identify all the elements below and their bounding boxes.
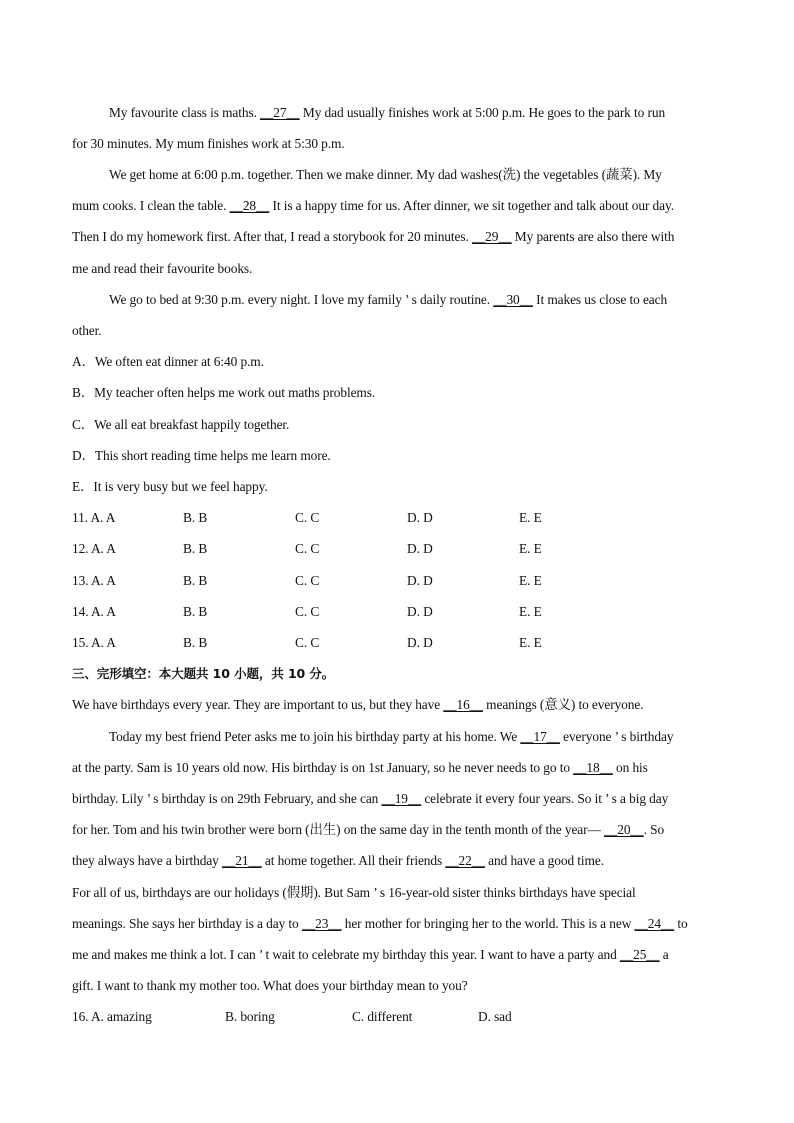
answer-option-row bbox=[72, 510, 712, 526]
cloze-line bbox=[72, 885, 636, 901]
passage-line bbox=[72, 354, 264, 370]
text-run: me and read their favourite books. bbox=[72, 261, 253, 276]
answer-option: 14. A. A bbox=[72, 604, 116, 619]
passage-line bbox=[72, 479, 268, 495]
text-run: We have birthdays every year. They are important to us, but they have bbox=[72, 697, 444, 712]
cloze-line bbox=[72, 760, 648, 776]
answer-option: D. D bbox=[407, 510, 433, 525]
answer-blank: __19__ bbox=[381, 791, 422, 806]
answer-option: E. E bbox=[519, 635, 542, 650]
text-run: meanings. She says her birthday is a day to bbox=[72, 916, 302, 931]
answer-option-row bbox=[72, 635, 712, 651]
answer-option: B. B bbox=[183, 604, 208, 619]
text-run: me and makes me think a lot. I can ’ t wait to celebrate my birthday this year. I want to have a party and bbox=[72, 947, 620, 962]
text-run: For all of us, birthdays are our holidays (假期). But Sam ’ s 16-year-old sister thinks birthdays have special bbox=[72, 885, 636, 900]
answer-option: C. C bbox=[295, 541, 320, 556]
text-run: they always have a birthday bbox=[72, 853, 223, 868]
answer-option: 11. A. A bbox=[72, 510, 116, 525]
text-run: C．We all eat breakfast happily together. bbox=[72, 417, 290, 432]
passage-line bbox=[72, 198, 674, 214]
cloze-line bbox=[72, 697, 643, 713]
answer-option: 15. A. A bbox=[72, 635, 116, 650]
text-run: everyone ’ s birthday bbox=[559, 729, 674, 744]
answer-blank: __28__ bbox=[229, 198, 270, 213]
answer-option-row bbox=[72, 604, 712, 620]
answer-option: B. B bbox=[183, 635, 208, 650]
answer-option: E. E bbox=[519, 604, 542, 619]
answer-option-row bbox=[72, 541, 712, 557]
text-run: Today my best friend Peter asks me to join his birthday party at his home. We bbox=[109, 729, 521, 744]
answer-blank: __23__ bbox=[301, 916, 342, 931]
cloze-line bbox=[72, 853, 604, 869]
text-run: E．It is very busy but we feel happy. bbox=[72, 479, 268, 494]
cloze-line bbox=[72, 822, 664, 838]
answer-option: 13. A. A bbox=[72, 573, 116, 588]
text-run: It is a happy time for us. After dinner, we sit together and talk about our day. bbox=[269, 198, 674, 213]
text-run: meanings (意义) to everyone. bbox=[482, 697, 644, 712]
answer-option: D. sad bbox=[478, 1009, 512, 1024]
answer-option: B. B bbox=[183, 573, 208, 588]
answer-option: C. different bbox=[352, 1009, 413, 1024]
answer-blank: __24__ bbox=[634, 916, 675, 931]
text-run: birthday. Lily ’ s birthday is on 29th February, and she can bbox=[72, 791, 382, 806]
text-run: at home together. All their friends bbox=[261, 853, 446, 868]
question-16-options bbox=[72, 1009, 672, 1025]
answer-blank: __25__ bbox=[619, 947, 660, 962]
text-run: My dad usually finishes work at 5:00 p.m. He goes to the park to run bbox=[299, 105, 666, 120]
answer-option: E. E bbox=[519, 573, 542, 588]
text-run: We get home at 6:00 p.m. together. Then we make dinner. My dad washes(洗) the vegetables (蔬菜). My bbox=[109, 167, 662, 182]
answer-option: C. C bbox=[295, 510, 320, 525]
cloze-line bbox=[72, 947, 669, 963]
text-run: D．This short reading time helps me learn more. bbox=[72, 448, 331, 463]
text-run: gift. I want to thank my mother too. What does your birthday mean to you? bbox=[72, 978, 468, 993]
answer-option-row bbox=[72, 573, 712, 589]
text-run: . So bbox=[643, 822, 665, 837]
text-run: for her. Tom and his twin brother were born (出生) on the same day in the tenth month of the year— bbox=[72, 822, 605, 837]
answer-blank: __20__ bbox=[604, 822, 644, 837]
section-heading: 三、完形填空：本大题共 10 小题，共 10 分。 bbox=[72, 666, 335, 681]
text-run: her mother for bringing her to the world. This is a new bbox=[341, 916, 635, 931]
answer-blank: __17__ bbox=[520, 729, 560, 744]
cloze-line bbox=[72, 978, 468, 994]
passage-line bbox=[72, 136, 345, 152]
answer-option: D. D bbox=[407, 541, 433, 556]
answer-option: E. E bbox=[519, 510, 542, 525]
passage-line bbox=[109, 167, 662, 183]
answer-option: 16. A. amazing bbox=[72, 1009, 152, 1024]
answer-option: 12. A. A bbox=[72, 541, 116, 556]
answer-option: C. C bbox=[295, 604, 320, 619]
passage-line bbox=[72, 323, 102, 339]
answer-blank: __16__ bbox=[443, 697, 483, 712]
cloze-line bbox=[72, 791, 668, 807]
text-run: My parents are also there with bbox=[511, 229, 675, 244]
answer-option: C. C bbox=[295, 635, 320, 650]
text-run: on his bbox=[612, 760, 648, 775]
answer-option: D. D bbox=[407, 573, 433, 588]
text-run: other. bbox=[72, 323, 102, 338]
answer-blank: __29__ bbox=[471, 229, 512, 244]
answer-option: B. B bbox=[183, 510, 208, 525]
answer-option: B. boring bbox=[225, 1009, 275, 1024]
passage-line bbox=[109, 105, 665, 121]
passage-line bbox=[109, 292, 667, 308]
answer-blank: __21__ bbox=[222, 853, 262, 868]
text-run: B．My teacher often helps me work out maths problems. bbox=[72, 385, 376, 400]
answer-blank: __18__ bbox=[573, 760, 613, 775]
text-run: a bbox=[659, 947, 669, 962]
passage-line bbox=[72, 448, 331, 464]
text-run: at the party. Sam is 10 years old now. His birthday is on 1st January, so he never needs to go to bbox=[72, 760, 574, 775]
answer-blank: __30__ bbox=[493, 292, 533, 307]
text-run: My favourite class is maths. bbox=[109, 105, 261, 120]
cloze-line bbox=[109, 729, 673, 745]
text-run: and have a good time. bbox=[484, 853, 604, 868]
text-run: We go to bed at 9:30 p.m. every night. I love my family ’ s daily routine. bbox=[109, 292, 494, 307]
answer-blank: __27__ bbox=[260, 105, 300, 120]
passage-line bbox=[72, 229, 674, 245]
text-run: for 30 minutes. My mum finishes work at 5:30 p.m. bbox=[72, 136, 345, 151]
answer-blank: __22__ bbox=[445, 853, 485, 868]
passage-line bbox=[72, 417, 289, 433]
answer-option: D. D bbox=[407, 604, 433, 619]
text-run: celebrate it every four years. So it ’ s a big day bbox=[421, 791, 669, 806]
passage-line bbox=[72, 261, 252, 277]
cloze-line bbox=[72, 916, 688, 932]
text-run: It makes us close to each bbox=[532, 292, 668, 307]
passage-line bbox=[72, 385, 375, 401]
answer-option: B. B bbox=[183, 541, 208, 556]
answer-option: C. C bbox=[295, 573, 320, 588]
answer-option: D. D bbox=[407, 635, 433, 650]
text-run: mum cooks. I clean the table. bbox=[72, 198, 230, 213]
answer-option: E. E bbox=[519, 541, 542, 556]
text-run: to bbox=[674, 916, 688, 931]
text-run: Then I do my homework first. After that, I read a storybook for 20 minutes. bbox=[72, 229, 472, 244]
text-run: A．We often eat dinner at 6:40 p.m. bbox=[72, 354, 264, 369]
